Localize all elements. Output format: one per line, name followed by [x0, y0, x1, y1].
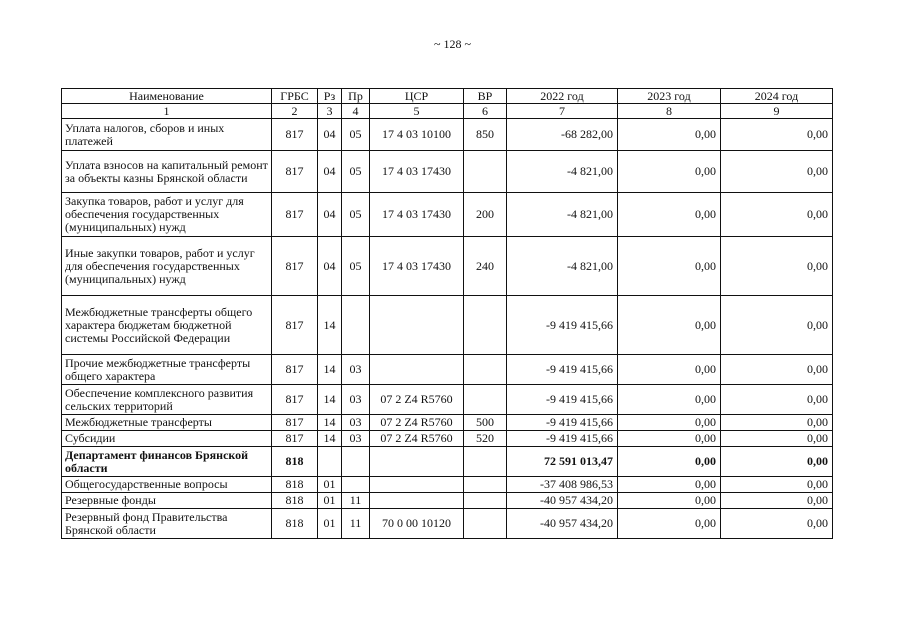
row-pr	[342, 296, 370, 355]
row-name: Резервные фонды	[62, 493, 272, 509]
row-grbs: 817	[272, 431, 318, 447]
row-2023: 0,00	[618, 296, 721, 355]
row-name: Общегосударственные вопросы	[62, 477, 272, 493]
row-2024: 0,00	[721, 355, 833, 385]
row-grbs: 818	[272, 447, 318, 477]
row-grbs: 817	[272, 151, 318, 193]
row-pr: 05	[342, 193, 370, 237]
row-name: Закупка товаров, работ и услуг для обеспечения государственных (муниципальных) нужд	[62, 193, 272, 237]
row-2024: 0,00	[721, 431, 833, 447]
row-grbs: 817	[272, 237, 318, 296]
row-csr: 17 4 03 17430	[370, 151, 464, 193]
row-vr: 240	[464, 237, 507, 296]
row-vr: 850	[464, 119, 507, 151]
row-2024: 0,00	[721, 385, 833, 415]
row-vr: 200	[464, 193, 507, 237]
column-number: 3	[318, 104, 342, 119]
row-2023: 0,00	[618, 509, 721, 539]
table-row	[62, 151, 833, 193]
header-2024: 2024 год	[721, 89, 833, 104]
row-pr	[342, 477, 370, 493]
row-2024: 0,00	[721, 447, 833, 477]
row-pr: 05	[342, 151, 370, 193]
row-2022: -9 419 415,66	[507, 415, 618, 431]
row-2022: -4 821,00	[507, 151, 618, 193]
row-name: Межбюджетные трансферты общего характера бюджетам бюджетной системы Российской Федерации	[62, 296, 272, 355]
row-name: Департамент финансов Брянской области	[62, 447, 272, 477]
column-number: 9	[721, 104, 833, 119]
table-row	[62, 296, 833, 355]
row-2024: 0,00	[721, 151, 833, 193]
row-vr	[464, 355, 507, 385]
row-2022: -9 419 415,66	[507, 355, 618, 385]
table-row	[62, 237, 833, 296]
row-name: Обеспечение комплексного развития сельских территорий	[62, 385, 272, 415]
row-grbs: 817	[272, 385, 318, 415]
row-2023: 0,00	[618, 237, 721, 296]
row-csr	[370, 493, 464, 509]
table-row	[62, 193, 833, 237]
row-2022: -4 821,00	[507, 193, 618, 237]
column-number: 6	[464, 104, 507, 119]
row-csr	[370, 355, 464, 385]
column-number: 1	[62, 104, 272, 119]
row-2023: 0,00	[618, 355, 721, 385]
row-2022: 72 591 013,47	[507, 447, 618, 477]
column-number: 8	[618, 104, 721, 119]
table-row	[62, 477, 833, 493]
row-csr: 17 4 03 10100	[370, 119, 464, 151]
row-grbs: 817	[272, 296, 318, 355]
header-name: Наименование	[62, 89, 272, 104]
row-grbs: 817	[272, 193, 318, 237]
row-2023: 0,00	[618, 493, 721, 509]
row-vr	[464, 509, 507, 539]
header-vr: ВР	[464, 89, 507, 104]
header-2023: 2023 год	[618, 89, 721, 104]
page-number: ~ 128 ~	[434, 37, 471, 51]
table-row	[62, 509, 833, 539]
table-row	[62, 431, 833, 447]
header-row	[62, 89, 833, 104]
row-pr: 05	[342, 119, 370, 151]
row-rz: 04	[318, 237, 342, 296]
row-2022: -9 419 415,66	[507, 296, 618, 355]
table-body	[62, 119, 833, 539]
row-name: Уплата взносов на капитальный ремонт за объекты казны Брянской области	[62, 151, 272, 193]
row-vr: 520	[464, 431, 507, 447]
row-vr	[464, 477, 507, 493]
row-2024: 0,00	[721, 415, 833, 431]
row-vr	[464, 151, 507, 193]
row-csr	[370, 447, 464, 477]
row-vr	[464, 296, 507, 355]
row-2024: 0,00	[721, 493, 833, 509]
row-2022: -40 957 434,20	[507, 509, 618, 539]
row-name: Прочие межбюджетные трансферты общего характера	[62, 355, 272, 385]
header-grbs: ГРБС	[272, 89, 318, 104]
table-row	[62, 415, 833, 431]
row-vr	[464, 493, 507, 509]
row-pr: 05	[342, 237, 370, 296]
row-2022: -68 282,00	[507, 119, 618, 151]
row-vr	[464, 447, 507, 477]
row-grbs: 818	[272, 509, 318, 539]
row-2023: 0,00	[618, 151, 721, 193]
row-rz: 01	[318, 477, 342, 493]
row-name: Резервный фонд Правительства Брянской области	[62, 509, 272, 539]
row-vr: 500	[464, 415, 507, 431]
header-pr: Пр	[342, 89, 370, 104]
table-row	[62, 447, 833, 477]
header-2022: 2022 год	[507, 89, 618, 104]
row-2023: 0,00	[618, 385, 721, 415]
row-rz: 04	[318, 119, 342, 151]
row-grbs: 817	[272, 119, 318, 151]
row-csr: 17 4 03 17430	[370, 237, 464, 296]
row-csr: 07 2 Z4 R5760	[370, 415, 464, 431]
row-2023: 0,00	[618, 415, 721, 431]
row-csr: 07 2 Z4 R5760	[370, 385, 464, 415]
row-rz: 14	[318, 355, 342, 385]
row-2024: 0,00	[721, 237, 833, 296]
row-pr: 03	[342, 355, 370, 385]
row-grbs: 818	[272, 477, 318, 493]
row-name: Межбюджетные трансферты	[62, 415, 272, 431]
row-pr: 03	[342, 385, 370, 415]
row-rz: 14	[318, 431, 342, 447]
column-number: 4	[342, 104, 370, 119]
table-row	[62, 493, 833, 509]
row-grbs: 818	[272, 493, 318, 509]
row-vr	[464, 385, 507, 415]
row-rz: 04	[318, 193, 342, 237]
table-row	[62, 119, 833, 151]
row-pr: 11	[342, 493, 370, 509]
column-number: 2	[272, 104, 318, 119]
row-pr	[342, 447, 370, 477]
row-grbs: 817	[272, 355, 318, 385]
row-2023: 0,00	[618, 431, 721, 447]
row-pr: 11	[342, 509, 370, 539]
row-2022: -37 408 986,53	[507, 477, 618, 493]
row-rz: 14	[318, 415, 342, 431]
header-rz: Рз	[318, 89, 342, 104]
row-rz: 14	[318, 296, 342, 355]
column-number-row	[62, 104, 833, 119]
row-2024: 0,00	[721, 193, 833, 237]
row-2024: 0,00	[721, 296, 833, 355]
row-2024: 0,00	[721, 477, 833, 493]
row-pr: 03	[342, 415, 370, 431]
header-csr: ЦСР	[370, 89, 464, 104]
row-2022: -9 419 415,66	[507, 431, 618, 447]
row-csr	[370, 477, 464, 493]
row-name: Субсидии	[62, 431, 272, 447]
row-2023: 0,00	[618, 447, 721, 477]
row-rz: 01	[318, 509, 342, 539]
row-2022: -9 419 415,66	[507, 385, 618, 415]
budget-table	[61, 88, 833, 539]
row-2022: -40 957 434,20	[507, 493, 618, 509]
row-grbs: 817	[272, 415, 318, 431]
row-2024: 0,00	[721, 119, 833, 151]
table-row	[62, 355, 833, 385]
row-rz	[318, 447, 342, 477]
row-name: Иные закупки товаров, работ и услуг для обеспечения государственных (муниципальных) нужд	[62, 237, 272, 296]
row-csr: 17 4 03 17430	[370, 193, 464, 237]
row-csr: 07 2 Z4 R5760	[370, 431, 464, 447]
row-csr	[370, 296, 464, 355]
row-2022: -4 821,00	[507, 237, 618, 296]
row-2023: 0,00	[618, 193, 721, 237]
row-rz: 01	[318, 493, 342, 509]
column-number: 7	[507, 104, 618, 119]
row-pr: 03	[342, 431, 370, 447]
row-2023: 0,00	[618, 119, 721, 151]
row-2024: 0,00	[721, 509, 833, 539]
row-2023: 0,00	[618, 477, 721, 493]
table-row	[62, 385, 833, 415]
row-csr: 70 0 00 10120	[370, 509, 464, 539]
row-rz: 04	[318, 151, 342, 193]
column-number: 5	[370, 104, 464, 119]
row-rz: 14	[318, 385, 342, 415]
row-name: Уплата налогов, сборов и иных платежей	[62, 119, 272, 151]
